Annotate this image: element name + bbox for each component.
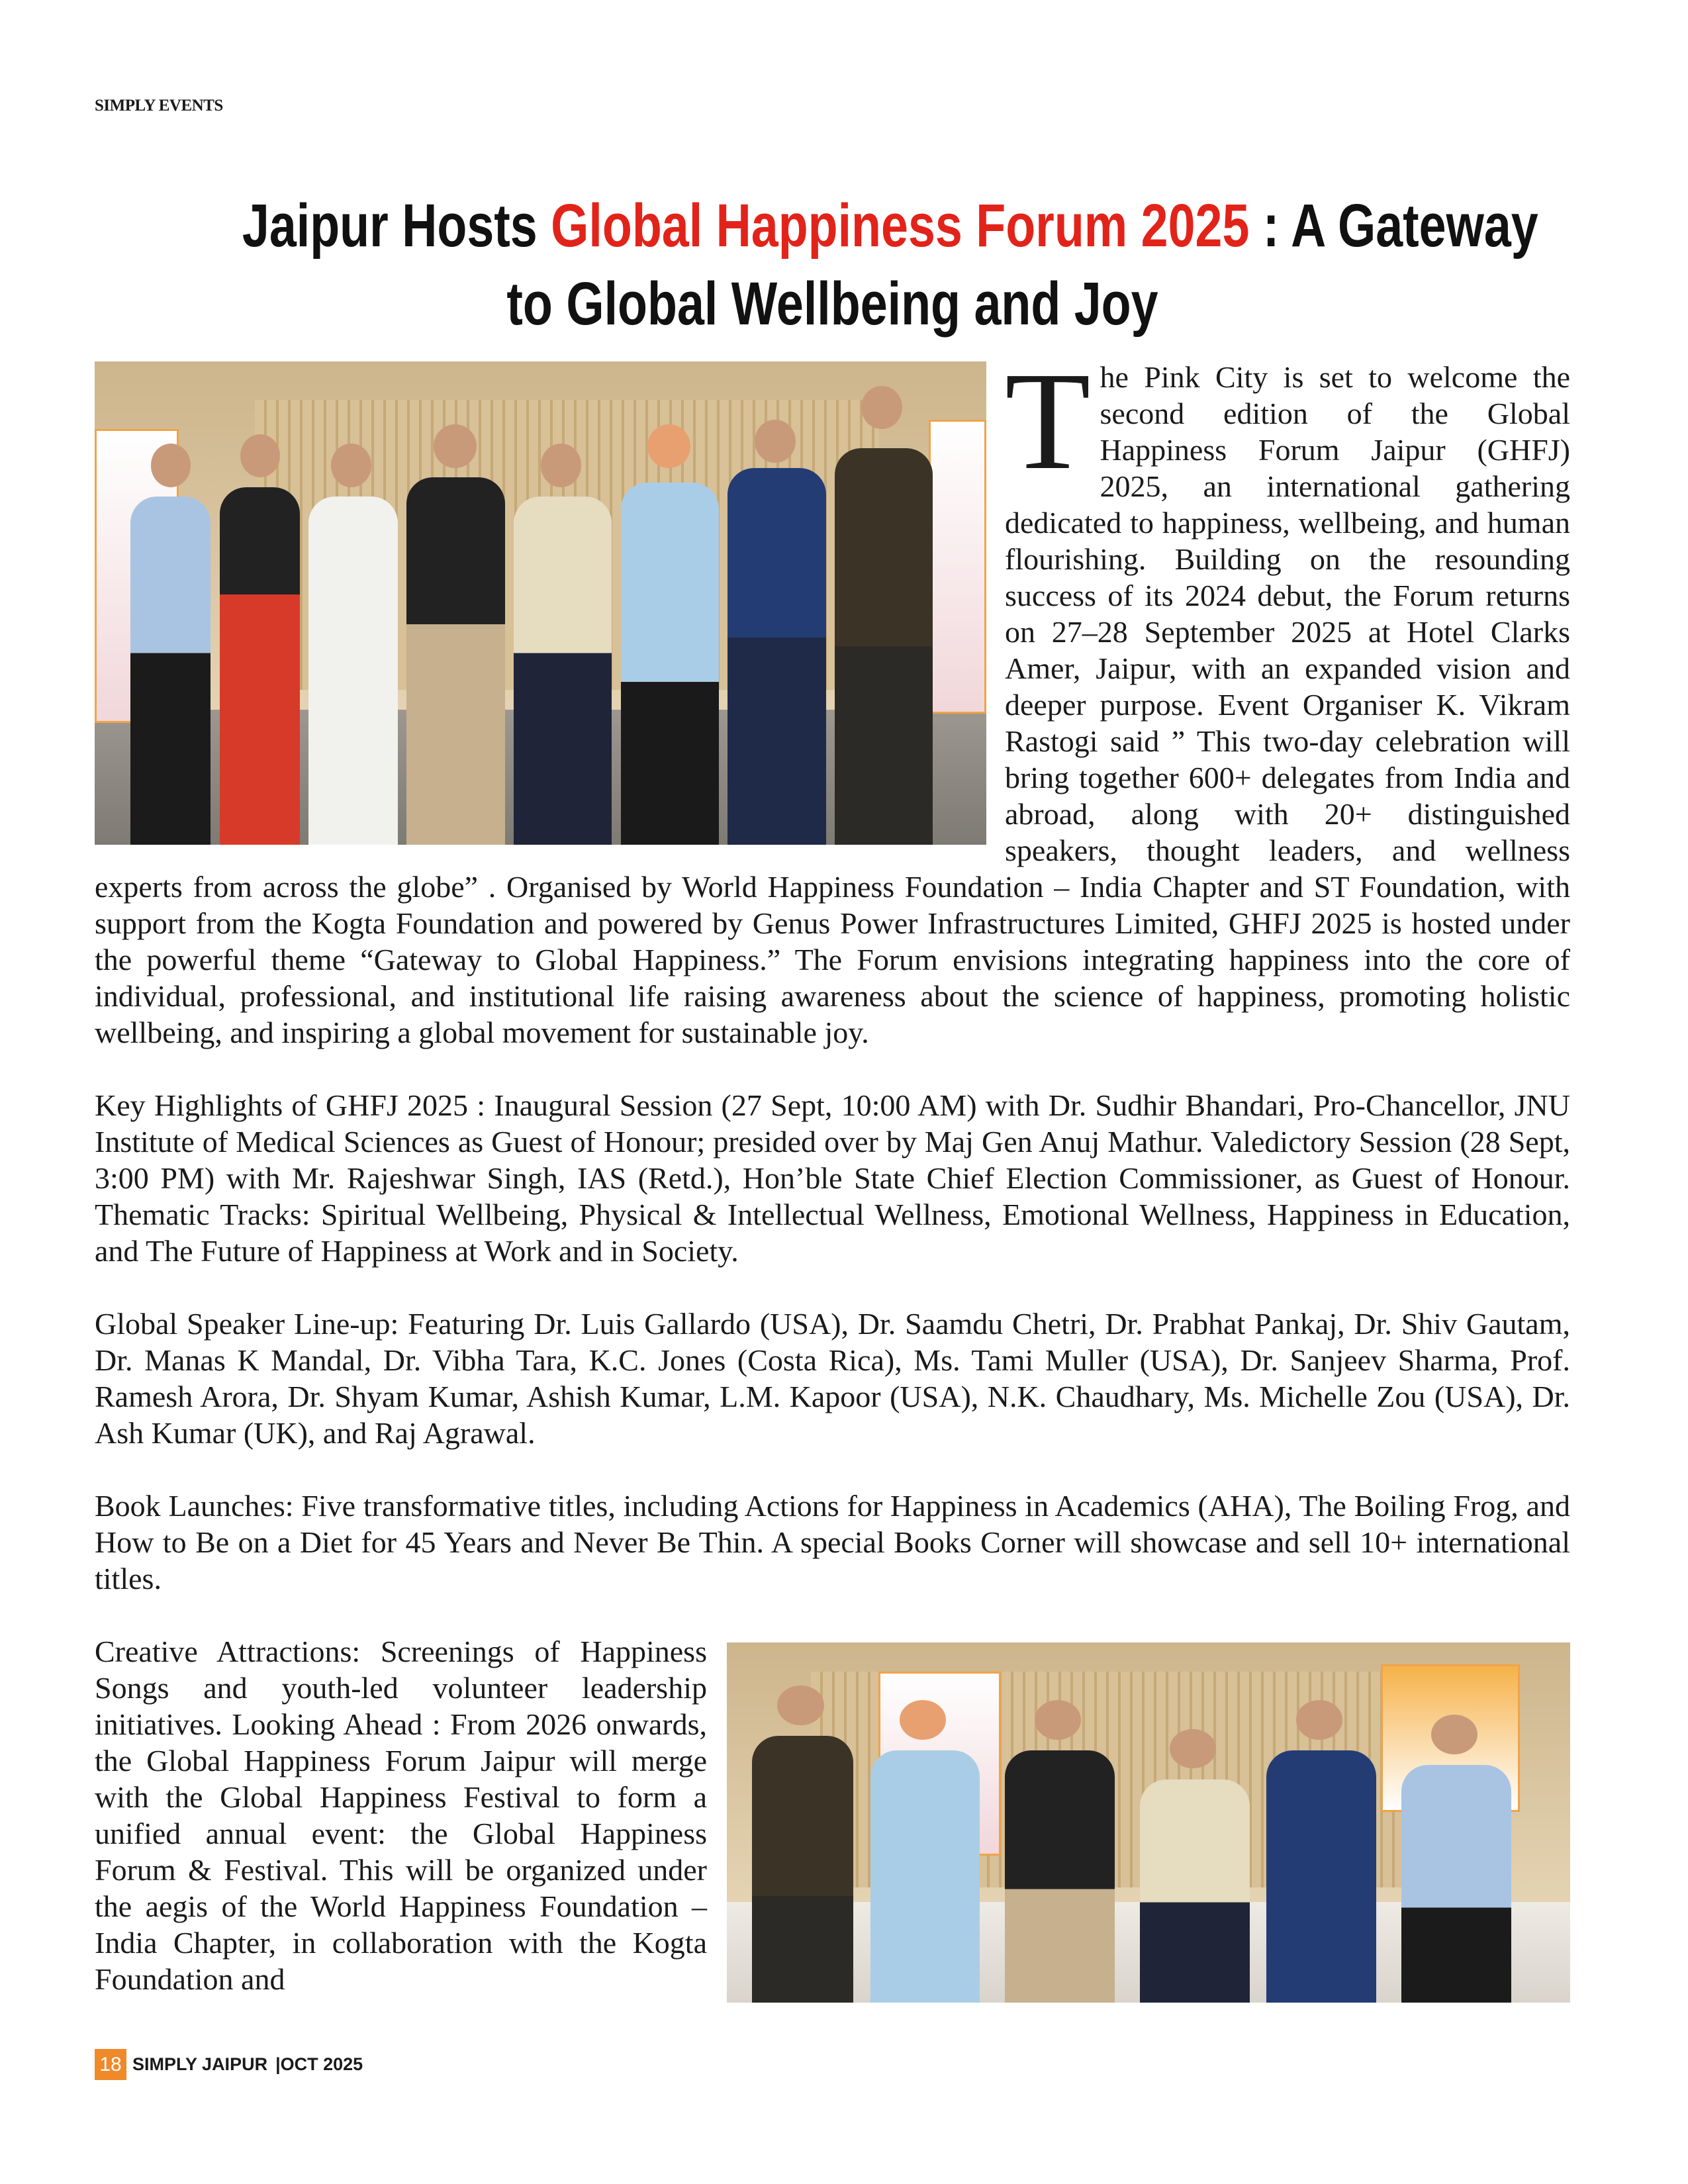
issue-date: |OCT 2025 (275, 2054, 363, 2074)
intro-text: he Pink City is set to welcome the second edition of the Global Happiness Forum Jaipur (GHFJ) 2025, an international gathering dedicated to happiness, wellbeing, and human flourishing. Building on the resounding success of its 2024 debut, the Forum returns on 27–28 September 2025 at Hotel Clarks Amer, Jaipur, with an expanded vision and deeper purpose. Event Organiser K. Vikram Rastogi said ” This two-day celebration will bring together 600+ delegates from India and abroad, along with 20+ distinguished speakers, thought leaders, and wellness experts from across the globe” . Organised by World Happiness Foundation – India Chapter and ST Foundation, with support from the Kogta Foundation and powered by Genus Power Infrastructures Limited, GHFJ 2025 is hosted under the powerful theme “Gateway to Global Happiness.” The Forum envisions integrating happiness into the core of individual, professional, and institutional life raising awareness about the science of happiness, promoting holistic wellbeing, and inspiring a global movement for sustainable joy. (95, 360, 1570, 1049)
article-title (95, 187, 1570, 343)
page-number: 18 (95, 2049, 126, 2080)
title-part1: Jaipur Hosts (242, 192, 551, 260)
title-highlight: Global Happiness Forum 2025 (551, 192, 1250, 260)
paragraph-highlights: Key Highlights of GHFJ 2025 : Inaugural Session (27 Sept, 10:00 AM) with Dr. Sudhir Bhandari, Pro-Chancellor, JNU Institute of Medical Sciences as Guest of Honour; presided over by Maj Gen Anuj Mathur. Valedictory Session (28 Sept, 3:00 PM) with Mr. Rajeshwar Singh, IAS (Retd.), Hon’ble State Chief Election Commissioner, as Guest of Honour. Thematic Tracks: Spiritual Wellbeing, Physical & Intellectual Wellness, Emotional Wellness, Happiness in Education, and The Future of Happiness at Work and in Society. (95, 1088, 1570, 1268)
section-label: SIMPLY EVENTS (95, 97, 223, 115)
paragraph-creative: Creative Attractions: Screenings of Happiness Songs and youth-led volunteer leadership initiatives. Looking Ahead : From 2026 onwards, the Global Happiness Forum Jaipur will merge with the Global Happiness Festival to form a unified annual event: the Global Happiness Forum & Festival. This will be organized under the aegis of the World Happiness Foundation – India Chapter, in collaboration with the Kogta Foundation and (95, 1635, 707, 1996)
article-body (95, 343, 1570, 2034)
page-footer (95, 2049, 363, 2080)
group-photo-forum-members (95, 361, 986, 845)
photo-brochure-launch (727, 1642, 1570, 2003)
paragraph-speakers: Global Speaker Line-up: Featuring Dr. Luis Gallardo (USA), Dr. Saamdu Chetri, Dr. Prabhat Pankaj, Dr. Shiv Gautam, Dr. Manas K Mandal, Dr. Vibha Tara, K.C. Jones (Costa Rica), Ms. Tami Muller (USA), Dr. Sanjeev Sharma, Prof. Ramesh Arora, Dr. Shyam Kumar, Ashish Kumar, L.M. Kapoor (USA), N.K. Chaudhary, Ms. Michelle Zou (USA), Dr. Ash Kumar (UK), and Raj Agrawal. (95, 1307, 1570, 1450)
paragraph-books: Book Launches: Five transformative titles, including Actions for Happiness in Academics (AHA), The Boiling Frog, and How to Be on a Diet for 45 Years and Never Be Thin. A special Books Corner will showcase and sell 10+ international titles. (95, 1489, 1570, 1595)
drop-cap: T (1005, 343, 1091, 499)
title-part2: : A Gateway (1249, 192, 1538, 260)
magazine-name: SIMPLY JAIPUR (132, 2054, 268, 2074)
title-line2: to Global Wellbeing and Joy (506, 270, 1158, 338)
